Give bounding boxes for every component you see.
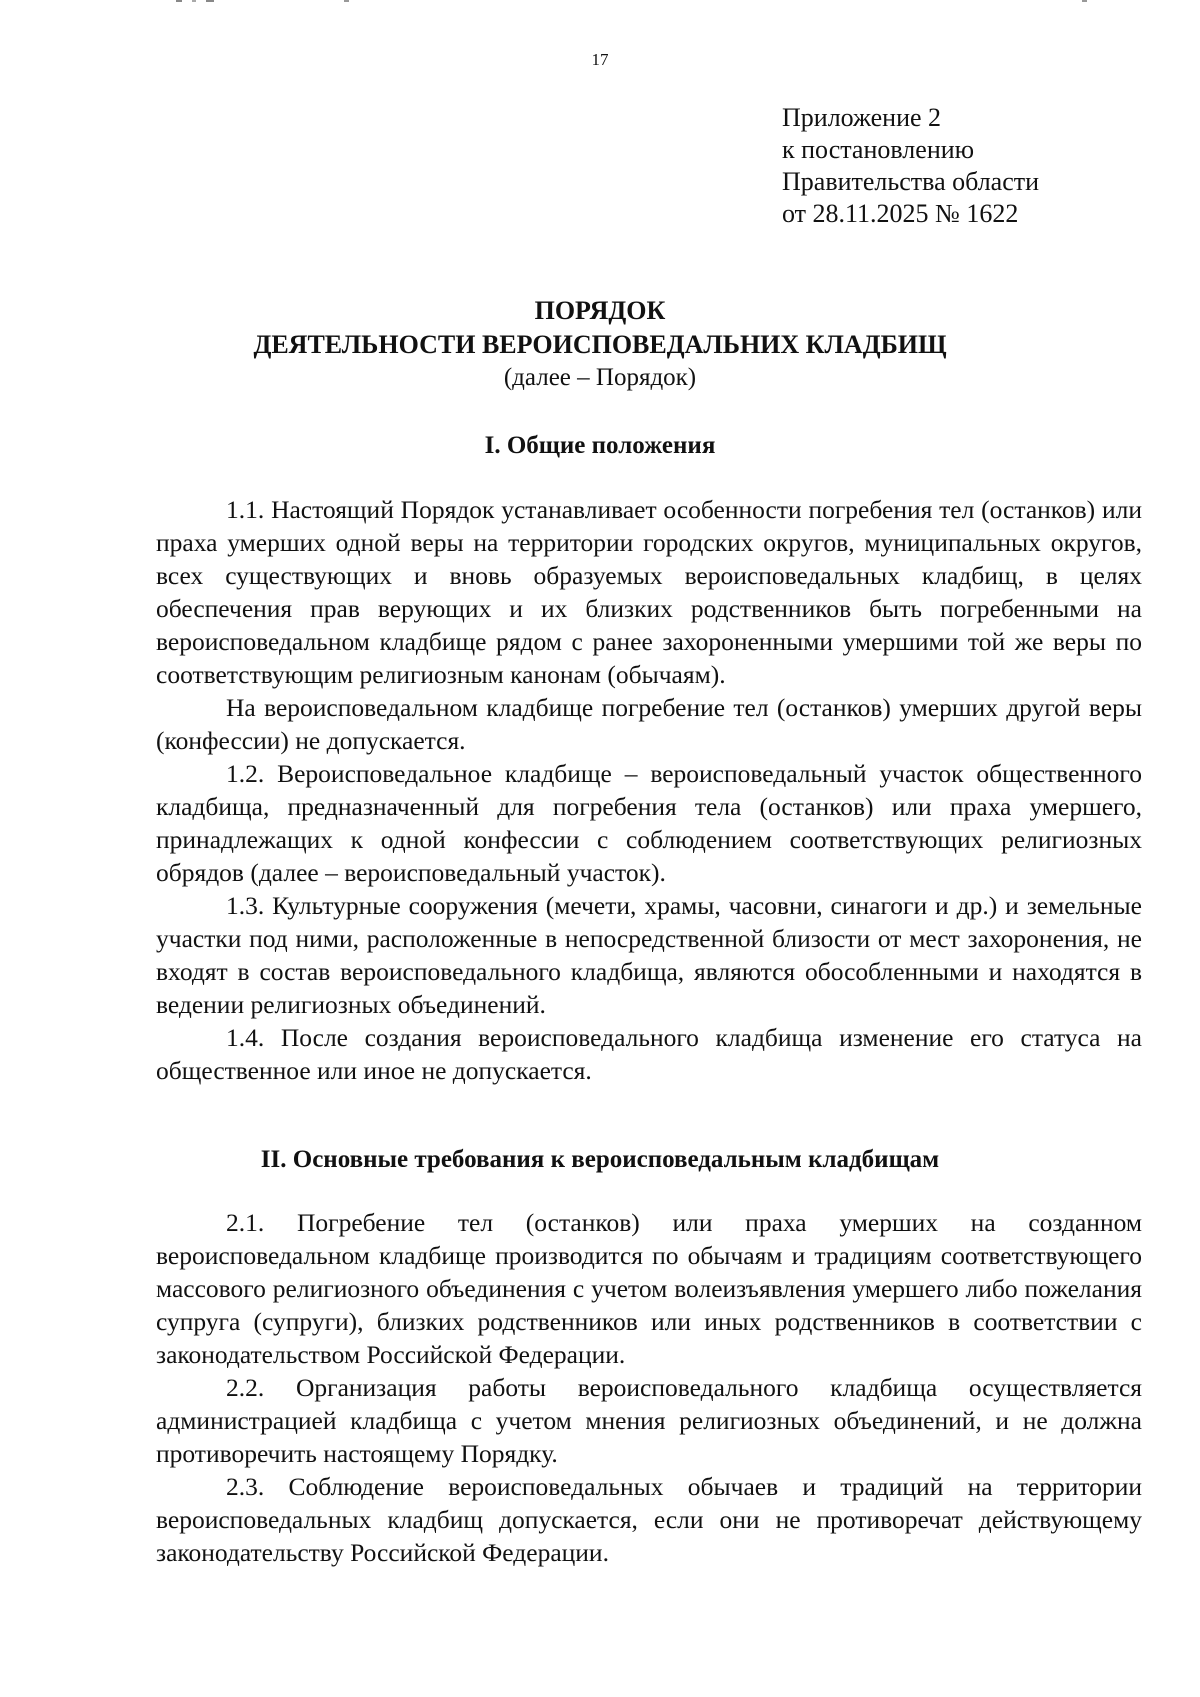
appendix-line: Приложение 2: [782, 103, 942, 132]
paragraph: 1.3. Культурные сооружения (мечети, храмы, часовни, синагоги и др.) и земельные участки под ними, расположенные в непосредственной близости от мест захоронения, не входят в состав вероисповедального кладбища, являются обособленными и находятся в ведении религиозных объединений.: [156, 891, 1142, 1019]
page-number: 17: [591, 50, 609, 69]
section-heading-1: I. Общие положения: [484, 432, 716, 459]
document-title-block: [0, 294, 1200, 394]
appendix-block: [782, 102, 1039, 230]
paragraph: 2.2. Организация работы вероисповедального кладбища осуществляется администрацией кладбища с учетом мнения религиозных объединений, и не должна противоречить настоящему Порядку.: [156, 1373, 1142, 1468]
appendix-line: к постановлению: [782, 135, 975, 164]
document-title: ПОРЯДОК: [534, 296, 666, 325]
paragraph: 1.1. Настоящий Порядок устанавливает особенности погребения тел (останков) или праха умерших одной веры на территории городских округов, муниципальных округов, всех существующих и вновь образуемых вероисповедальных кладбищ, в целях обеспечения прав верующих и их близких родственников быть погребенными на вероисповедальном кладбище рядом с ранее захороненными умершими той же веры по соответствующим религиозным канонам (обычаям).: [156, 495, 1142, 689]
paragraph: 1.4. После создания вероисповедального кладбища изменение его статуса на общественное или иное не допускается.: [156, 1023, 1142, 1085]
paragraph: На вероисповедальном кладбище погребение тел (останков) умерших другой веры (конфессии) не допускается.: [156, 693, 1142, 755]
document-subtitle: (далее – Порядок): [503, 364, 697, 391]
appendix-date-line: от 28.11.2025 № 1622: [782, 199, 1019, 228]
section-heading-2: II. Основные требования к вероисповедальным кладбищам: [260, 1146, 940, 1173]
scan-edge-marks: [0, 0, 1200, 8]
document-title-line2: ДЕЯТЕЛЬНОСТИ ВЕРОИСПОВЕДАЛЬНИХ КЛАДБИЩ: [253, 330, 947, 359]
section-1-body: [156, 493, 1142, 1087]
paragraph: 2.3. Соблюдение вероисповедальных обычаев и традиций на территории вероисповедальных кладбищ допускается, если они не противоречат действующему законодательству Российской Федерации.: [156, 1472, 1142, 1567]
paragraph: 1.2. Вероисповедальное кладбище – вероисповедальный участок общественного кладбища, предназначенный для погребения тела (останков) или праха умершего, принадлежащих к одной конфессии с соблюдением соответствующих религиозных обрядов (далее – вероисповедальный участок).: [156, 759, 1142, 887]
paragraph: 2.1. Погребение тел (останков) или праха умерших на созданном вероисповедальном кладбище производится по обычаям и традициям соответствующего массового религиозного объединения с учетом волеизъявления умершего либо пожелания супруга (супруги), близких родственников или иных родственников в соответствии с законодательством Российской Федерации.: [156, 1208, 1142, 1369]
section-2-body: [156, 1206, 1142, 1569]
appendix-line: Правительства области: [782, 167, 1040, 196]
